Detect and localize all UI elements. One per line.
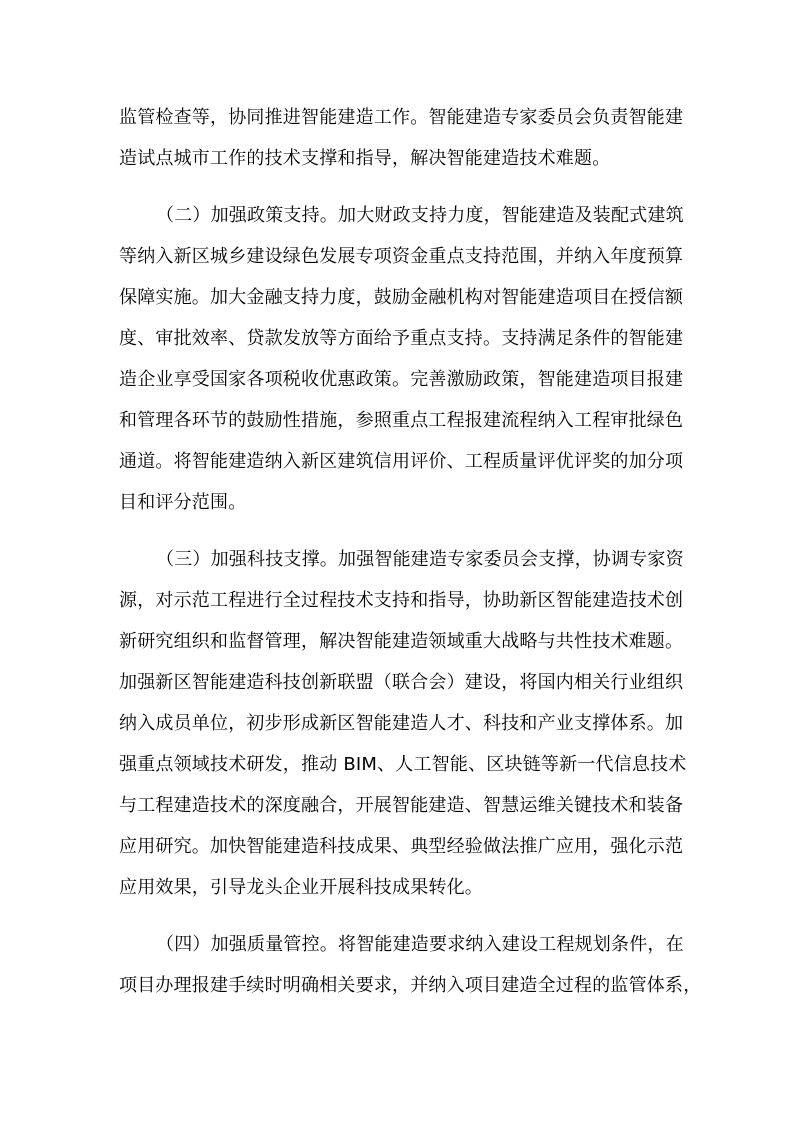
text-line: 监管检查等，协同推进智能建造工作。智能建造专家委员会负责智能建 (119, 107, 684, 128)
text-line: 源，对示范工程进行全过程技术支持和指导，协助新区智能建造技术创 (119, 590, 684, 611)
paragraph-heading-line: （二）加强政策支持。加大财政支持力度，智能建造及装配式建筑 (156, 205, 684, 226)
text-line: 造试点城市工作的技术支撑和指导，解决智能建造技术难题。 (119, 148, 611, 169)
text-line: 强重点领域技术研发，推动 BIM、人工智能、区块链等新一代信息技术 (119, 754, 687, 775)
paragraph-heading-line: （四）加强质量管控。将智能建造要求纳入建设工程规划条件，在 (156, 934, 684, 955)
text-line: 新研究组织和监督管理，解决智能建造领域重大战略与共性技术难题。 (119, 631, 684, 652)
text-line: 目和评分范围。 (119, 492, 247, 513)
text-line: 与工程建造技术的深度融合，开展智能建造、智慧运维关键技术和装备 (119, 795, 684, 816)
text-line: 通道。将智能建造纳入新区建筑信用评价、工程质量评优评奖的加分项 (119, 451, 684, 472)
text-line: 纳入成员单位，初步形成新区智能建造人才、科技和产业支撑体系。加 (119, 713, 684, 734)
text-line: 和管理各环节的鼓励性措施，参照重点工程报建流程纳入工程审批绿色 (119, 410, 684, 431)
text-line: 保障实施。加大金融支持力度，鼓励金融机构对智能建造项目在授信额 (119, 287, 684, 308)
text-line: 加强新区智能建造科技创新联盟（联合会）建设，将国内相关行业组织 (119, 672, 684, 693)
text-line: 度、审批效率、贷款发放等方面给予重点支持。支持满足条件的智能建 (119, 328, 684, 349)
text-line: 造企业享受国家各项税收优惠政策。完善激励政策，智能建造项目报建 (119, 369, 684, 390)
text-line: 项目办理报建手续时明确相关要求，并纳入项目建造全过程的监管体系， (119, 975, 702, 996)
text-line: 等纳入新区城乡建设绿色发展专项资金重点支持范围，并纳入年度预算 (119, 246, 684, 267)
text-line: 应用研究。加快智能建造科技成果、典型经验做法推广应用，强化示范 (119, 836, 684, 857)
text-line: 应用效果，引导龙头企业开展科技成果转化。 (119, 877, 483, 898)
paragraph-heading-line: （三）加强科技支撑。加强智能建造专家委员会支撑，协调专家资 (156, 549, 684, 570)
